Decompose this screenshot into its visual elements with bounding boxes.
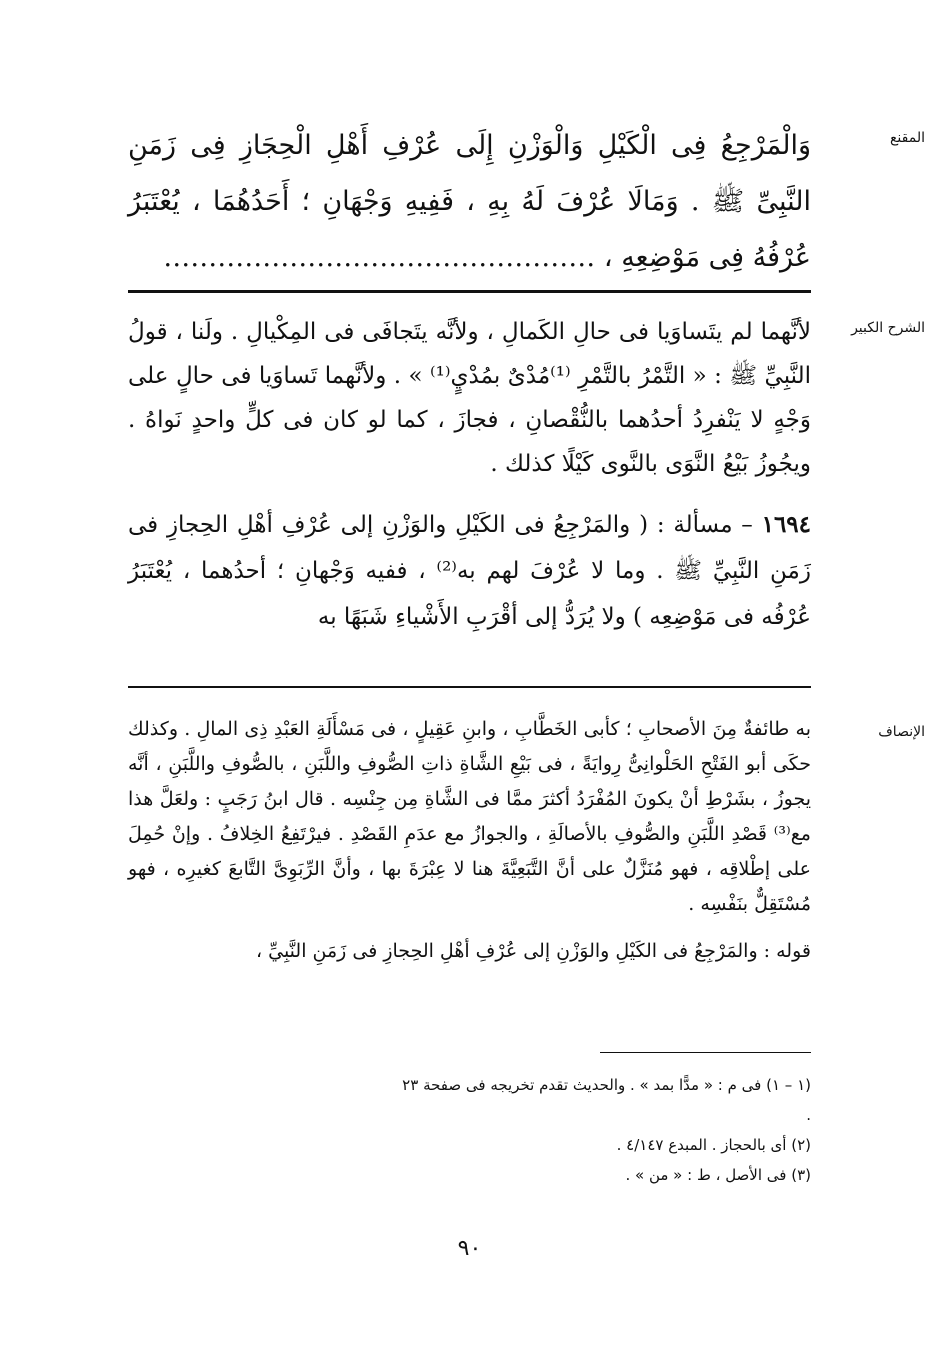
insaf-text-block — [128, 712, 811, 969]
section-divider-middle — [128, 686, 811, 688]
footnotes — [400, 1070, 811, 1190]
masala-paragraph — [128, 502, 811, 640]
insaf-qawl-paragraph: قوله : والمَرْجِعُ فى الكَيْلِ والوَزْنِ إلى عُرْفِ أهْلِ الحِجازِ فى زَمَنِ النَّبِيِّ ، — [255, 940, 811, 962]
sharh-paragraph: لأنَّهما لم يتَساوَيا فى حالِ الكَمالِ ، ولأنَّه يتَجافَى فى المِكْيالِ . ولَنا ، قولُ النَّبِيِّ ﷺ : « التَّمْرُ بالتَّمْرِ ⁽¹⁾مُدْىٌ بمُدْيٍ⁽¹⁾ » . ولأنَّهما تَساوَيا فى حالٍ على وَجْهٍ لا يَنْفرِدُ أحدُهما بالنُّقْصانِ ، فجازَ ، كما لو كان فى كلٍّ واحدٍ نَواهُ . ويجُوزُ بَيْعُ النَّوَى بالنَّوى كَيْلًا كذلك . — [128, 319, 812, 477]
sharh-text-block — [128, 310, 811, 640]
section-divider-top — [128, 290, 811, 293]
masala-text: – مسألة : ( والمَرْجِعُ فى الكَيْلِ والوَزْنِ إلى عُرْفِ أهْلِ الحِجازِ فى زَمَنِ النَّبِيِّ ﷺ . وما لا عُرْفَ لهم به⁽²⁾ ، ففيه وَجْهانِ ؛ أحدُهما ، يُعْتَبَرُ عُرْفُه فى مَوْضِعِه ) ولا يُرَدُّ إلى أقْرَبِ الأَشْياءِ شَبَهًا به — [128, 512, 811, 630]
footnote-separator — [600, 1052, 811, 1053]
page-number: ٩٠ — [457, 1236, 482, 1261]
insaf-paragraph: به طائفةٌ مِنَ الأصحابِ ؛ كأبى الخَطَّابِ ، وابنِ عَقِيلٍ ، فى مَسْأَلَةِ العَبْدِ ذِى المالِ . وكذلك حكَى أبو الفَتْحِ الحَلْوانِىُّ رِوايَةً ، فى بَيْعِ الشَّاةِ ذاتِ الصُّوفِ واللَّبَنِ ، بالصُّوفِ واللَّبَنِ ، أنَّه يجوزُ ، بشَرْطِ أنْ يكونَ المُفْرَدُ أكثرَ ممَّا فى الشَّاةِ مِن جِنْسِه . قال ابنُ رَجَبٍ : ولعَلَّ هذا مع⁽³⁾ قَصْدِ اللَّبَنِ والصُّوفِ بالأصالَةِ ، والجوازُ مع عدَمِ القَصْدِ . فيرْتَفِعُ الخِلافُ . وإنْ حُمِلَ على إطْلاقِه ، فهو مُنَزَّلٌ على أنَّ التَّبَعِيَّةَ هنا لا عِبْرَةَ بها ، وأنَّ الرِّبَوِىَّ التَّابعَ كغيرِه ، فهو مُسْتَقِلٌّ بنَفْسِه . — [128, 718, 811, 915]
footnote-1: (١ – ١) فى م : « مدًّا بمد » . والحديث تقدم تخريجه فى صفحة ٢٣ . — [402, 1076, 811, 1124]
muqni-text-block — [128, 118, 811, 286]
section-label-sharh: الشرح الكبير — [851, 320, 925, 336]
muqni-dotted-leader: ………………………………………… — [163, 242, 596, 273]
muqni-text: وَالْمَرْجِعُ فِى الْكَيْلِ وَالْوَزْنِ إِلَى عُرْفِ أَهْلِ الْحِجَازِ فِى زَمَنِ النَّبِىِّ ﷺ . وَمَالَا عُرْفَ لَهُ بِهِ ، فَفِيهِ وَجْهَانِ ؛ أَحَدُهُمَا ، يُعْتَبَرُ عُرْفُهُ فِى مَوْضِعِهِ ، — [128, 130, 811, 273]
masala-number: ١٦٩٤ — [761, 511, 812, 538]
section-label-insaf: الإنصاف — [878, 724, 925, 740]
footnote-3: (٣) فى الأصل ، ط : « من » . — [625, 1166, 811, 1184]
section-label-muqni: المقنع — [889, 130, 925, 146]
footnote-2: (٢) أى بالحجاز . المبدع ٤/١٤٧ . — [616, 1136, 811, 1154]
